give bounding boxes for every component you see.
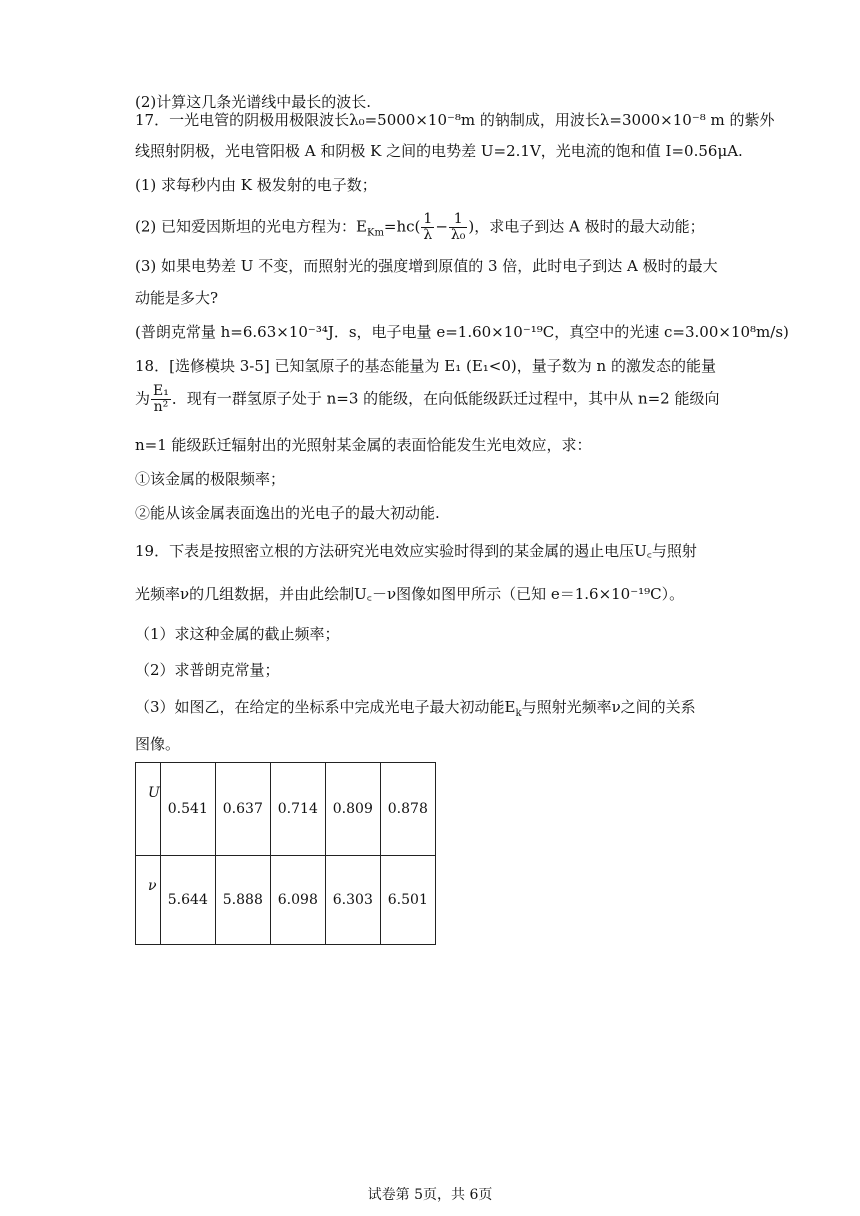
fraction-e1-over-n2: $\frac{\text{E₁}}{\text{n²}}$ (153, 383, 169, 415)
q17-stem-line1: 17．一光电管的阴极用极限波长λ₀=5000×10⁻⁸m 的钠制成，用波长λ=3000×10⁻⁸ m 的紫外 (135, 111, 775, 129)
fraction-1-over-lambda: $\frac{1}{\lambda}$ (423, 211, 433, 243)
q19-stem-line1: 19．下表是按照密立根的方法研究光电效应实验时得到的某金属的遏止电压U꜀与照射 (135, 542, 697, 560)
table-cell: 0.878 (380, 763, 435, 856)
q19-part3-line2: 图像。 (135, 735, 181, 753)
table-cell: 0.541 (160, 763, 215, 856)
q18-part2: ②能从该金属表面逸出的光电子的最大初动能. (135, 504, 440, 522)
q19-part2: （2）求普朗克常量； (135, 661, 280, 679)
table-cell: 5.644 (160, 856, 215, 945)
fraction-1-over-lambda0: $\frac{1}{\text{λ₀}}$ (450, 211, 466, 243)
table-cell: 6.501 (380, 856, 435, 945)
page-footer: 试卷第 5页，共 6页 (367, 1187, 493, 1203)
table-cell: 5.888 (215, 856, 270, 945)
row-header-u: U (136, 763, 161, 856)
table-cell: 0.637 (215, 763, 270, 856)
q17-constants: (普朗克常量 h=6.63×10⁻³⁴J．s，电子电量 e=1.60×10⁻¹⁹C，真空中的光速 c=3.00×10⁸m/s) (135, 323, 789, 341)
q19-stem-line2: 光频率ν的几组数据，并由此绘制U꜀－ν图像如图甲所示（已知 e＝1.6×10⁻¹⁹C）。 (135, 585, 685, 603)
table-row (136, 856, 436, 945)
row-header-nu: ν (136, 856, 161, 945)
table-cell: 0.809 (325, 763, 380, 856)
q17-part3-line2: 动能是多大? (135, 289, 219, 307)
q19-part1: （1）求这种金属的截止频率； (135, 625, 340, 643)
table-cell: 6.098 (270, 856, 325, 945)
q19-part3-line1: （3）如图乙，在给定的坐标系中完成光电子最大初动能$E_k$与照射光频率ν之间的关系 (135, 698, 696, 719)
q17-part3-line1: (3) 如果电势差 U 不变，而照射光的强度增到原值的 3 倍，此时电子到达 A 极时的最大 (135, 257, 718, 275)
table-cell: 6.303 (325, 856, 380, 945)
table-cell: 0.714 (270, 763, 325, 856)
q17-part2: (2) 已知爱因斯坦的光电方程为：$E_{Km}=hc$( $\frac{1}{\lambda}$ − $\frac{1}{\text{λ₀}}$ )，求电子到达 A 极时的最大动能； (135, 211, 705, 243)
q18-stem-line3: n=1 能级跃迁辐射出的光照射某金属的表面恰能发生光电效应，求： (135, 436, 592, 454)
q17-stem-line2: 线照射阴极，光电管阳极 A 和阴极 K 之间的电势差 U=2.1V，光电流的饱和值 I=0.56μA. (135, 142, 743, 160)
q18-part1: ①该金属的极限频率； (135, 470, 286, 488)
q18-stem-line1: 18．[选修模块 3-5] 已知氢原子的基态能量为 E₁ (E₁<0)，量子数为 n 的激发态的能量 (135, 357, 716, 375)
uc-nu-data-table (135, 762, 436, 945)
q17-part1: (1) 求每秒内由 K 极发射的电子数； (135, 176, 377, 194)
q18-stem-line2: 为 $\frac{\text{E₁}}{\text{n²}}$ ．现有一群氢原子处于 n=3 的能级，在向低能级跃迁过程中，其中从 n=2 能级向 (135, 383, 720, 415)
q16-part2: (2)计算这几条光谱线中最长的波长. (135, 93, 372, 111)
table-row (136, 763, 436, 856)
